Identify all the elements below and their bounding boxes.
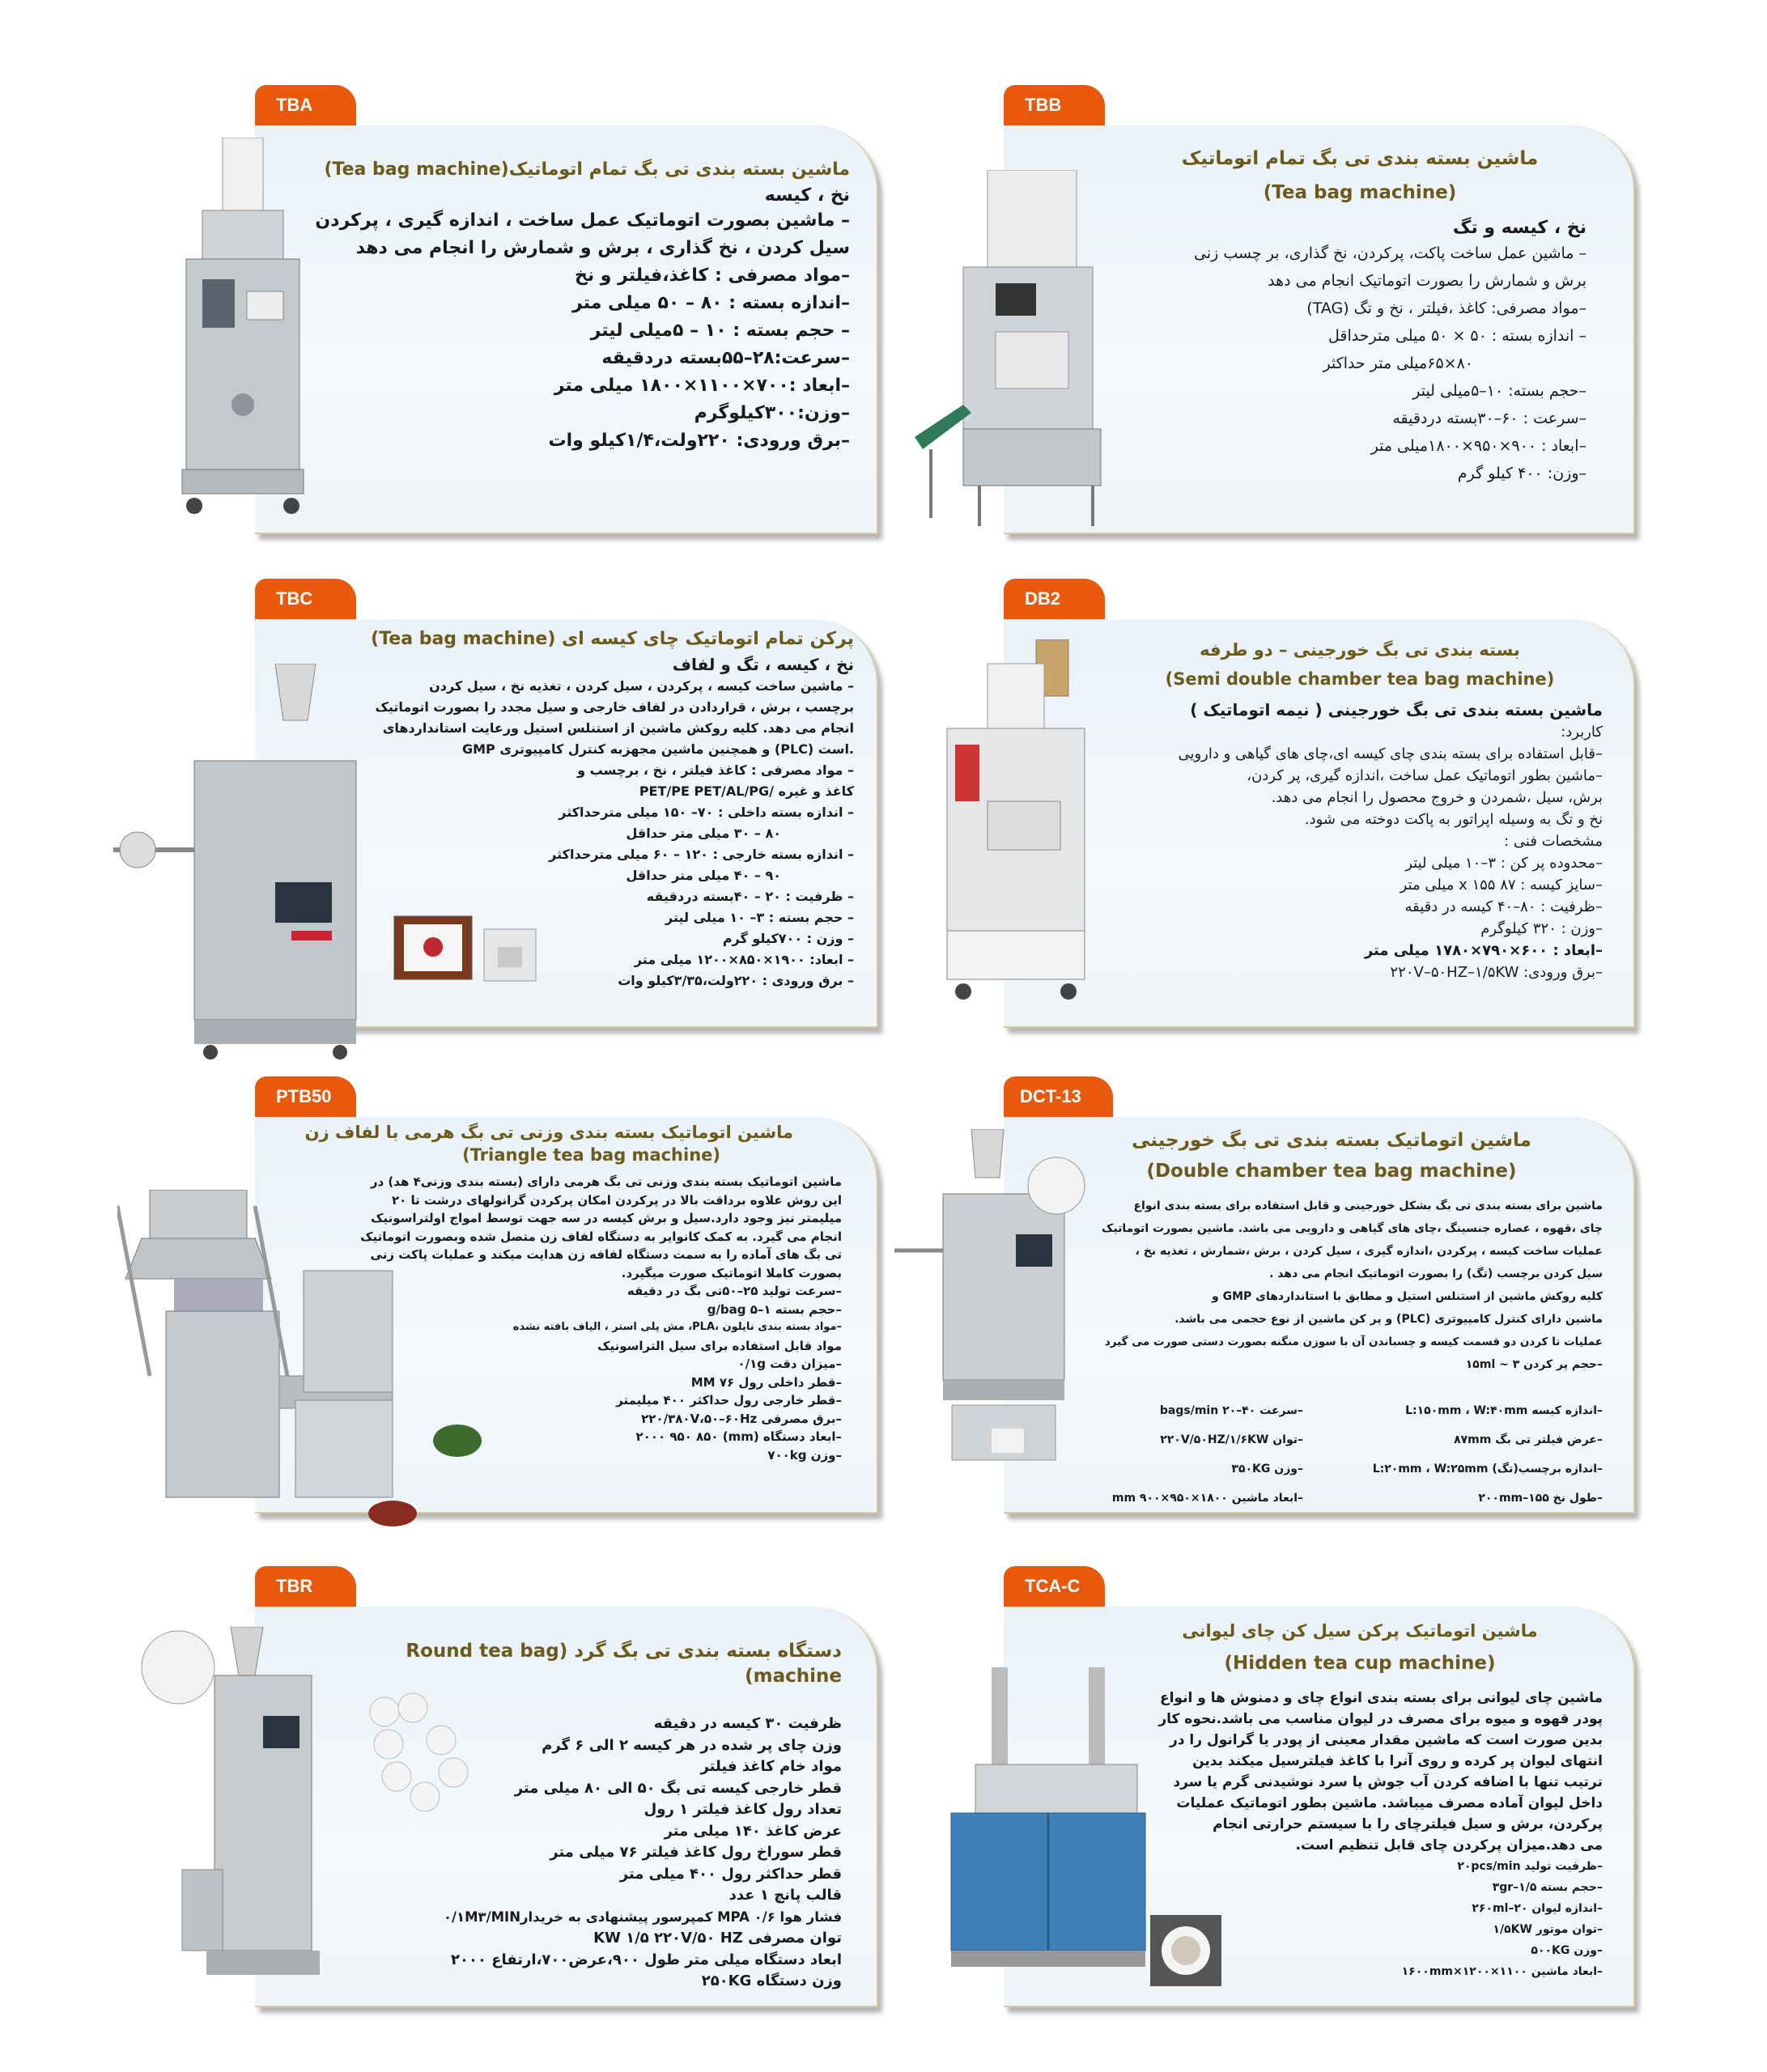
dct13-lines [1060, 1195, 1603, 1376]
spec-line: PET/PE PET/AL/PG/ کاغذ و غیره [639, 783, 854, 799]
spec-line: –برق ورودی: ۲۲۰ولت،۱/۴کیلو وات [548, 430, 850, 451]
dct13-title-en: (Double chamber tea bag machine) [1146, 1161, 1517, 1182]
db2-title-en: (Semi double chamber tea bag machine) [1165, 669, 1555, 689]
spec-line: –برق مصرفی ۲۲۰/۳۸۰V،۵۰–۶۰Hz [641, 1411, 842, 1426]
tbc-machine-image [113, 664, 372, 1060]
card-code-tbb: TBB [1004, 85, 1105, 127]
card-code-tba: TBA [255, 85, 356, 127]
spec-line: –ابعاد : ۹۰۰×۹۵۰×۱۸۰۰میلی متر [1370, 437, 1586, 455]
card-code-db2: DB2 [1004, 579, 1105, 621]
spec-line: ماشین دارای کنترل کامپیوتری (PLC) و پر کن ماشین از نوع حجمی می باشد. [1174, 1313, 1603, 1326]
spec-line: –مواد مصرفی : کاغذ،فیلتر و نخ [575, 265, 850, 286]
spec-line: –اندازه لیوان ۲۰–۲۶۰ml [1472, 1902, 1603, 1915]
spec-line: انتهای لیوان پر کرده و روی آنرا با کاغذ فیلترسیل میکند بدین [1192, 1753, 1603, 1769]
spec-line: –ظرفیت تولید ۲۰pcs/min [1457, 1860, 1603, 1873]
tea-cup-image [1149, 1914, 1222, 1987]
ptb50-machine-image [117, 1190, 490, 1530]
card-code-tbr: TBR [255, 1566, 356, 1608]
db2-lines [1117, 721, 1603, 983]
tba-machine-image [178, 138, 308, 518]
spec-line: –قطر داخلی رول MM ۷۶ [690, 1374, 842, 1390]
db2-title [1117, 635, 1603, 694]
ptb50-title [275, 1121, 842, 1166]
dct13-title [1060, 1125, 1603, 1187]
tbb-title [1133, 142, 1586, 210]
spec-line: –عرض فیلتر تی بگ ۸۷mm [1454, 1433, 1603, 1446]
spec-line: عملیات تا کردن دو قسمت کیسه و چسباندن آن با سوزن منگنه بصورت دستی صورت می گیرد [1104, 1335, 1603, 1348]
tea-bag-sample-image [393, 915, 474, 981]
spec-line: –قابل استفاده برای بسته بندی چای کیسه ای،چای های گیاهی و دارویی [1178, 745, 1603, 762]
tba-lines [308, 207, 850, 455]
spec-line: –ابعاد :۷۰۰×۱۱۰۰×۱۸۰۰ میلی متر [554, 375, 850, 396]
spec-line: عملیات ساخت کیسه ، پرکردن ،اندازه گیری ، سیل کردن ، برش ،شمارش ، تغذیه نخ ، [1135, 1245, 1603, 1258]
spec-line: –ظرفیت : ۸۰–۴۰ کیسه در دقیقه [1404, 898, 1603, 915]
spec-line: – ماشین بصورت اتوماتیک عمل ساخت ، اندازه گیری ، پرکردن [315, 210, 850, 231]
spec-line: قطر حداکثر رول ۴۰۰ میلی متر [619, 1865, 842, 1883]
dct13-specs-left [1052, 1396, 1303, 1513]
spec-line: –ابعاد دستگاه (mm) ۲۰۰۰ ۹۵۰ ۸۵۰ [635, 1429, 842, 1444]
spec-line: –سرعت:۲۸–۵۵بسته دردقیقه [601, 347, 850, 368]
tcac-title-en: (Hidden tea cup machine) [1224, 1653, 1496, 1674]
spec-line: این روش علاوه برداقت بالا در پرکردن امکان پرکردن گرانولهای درشت تا ۲۰ [392, 1192, 842, 1208]
spec-line: پودر قهوه و میوه برای مصرف در لیوان مناسب می باشد.نحوه کار [1158, 1711, 1603, 1727]
spec-line: ماشین چای لیوانی برای بسته بندی انواع چای و دمنوش ها و انواع [1160, 1690, 1603, 1706]
spec-line: –توان ۲۲۰V/۵۰HZ/۱/۶KW [1160, 1433, 1303, 1446]
spec-line: –ابعاد : ۶۰۰×۷۹۰×۱۷۸۰ میلی متر [1364, 942, 1603, 959]
dct13-text [1060, 1125, 1603, 1376]
spec-line: –حجم بسته g/bag ۵–۱ [707, 1301, 842, 1317]
spec-line: کلیه روکش ماشین از استنلس استیل و مطابق با استانداردهای GMP و [1212, 1290, 1603, 1303]
tba-text [308, 158, 850, 455]
spec-line: ۹۰ – ۴۰ میلی متر حداقل [626, 867, 781, 883]
spec-line: ترتیب تنها با اضافه کردن آب جوش یا سرد نوشیدنی گرم یا سرد [1173, 1774, 1603, 1790]
spec-line: سیل کردن ، نخ گذاری ، برش و شمارش را انجام می دهد [355, 237, 850, 258]
spec-line: میلیمتر نیز وجود دارد.سیل و برش کیسه در سه جهت توسط امواج اولتراسونیک [371, 1211, 842, 1225]
spec-line: ظرفیت ۳۰ کیسه در دقیقه [653, 1715, 842, 1733]
tbb-title-en: (Tea bag machine) [1263, 182, 1457, 203]
tcac-title [1117, 1615, 1603, 1679]
spec-line: –اندازه بسته : ۸۰ – ۵۰ میلی متر [572, 292, 850, 313]
spec-line: برچسب ، برش ، قراردادن در لفاف خارجی و سیل مجدد را بصورت اتوماتیک [375, 698, 854, 715]
spec-line: – مواد مصرفی : کاغذ فیلتر ، نخ ، برچسب و [577, 762, 854, 778]
spec-line: – حجم بسته : ۱۰ – ۵میلی لیتر [590, 320, 850, 341]
tbc-subtitle: نخ ، کیسه ، تگ و لفاف [672, 654, 854, 674]
spec-line: ۸۰×۶۵میلی متر حداکثر [1323, 355, 1473, 372]
card-code-tcac: TCA-C [1004, 1566, 1105, 1608]
card-code-ptb50: PTB50 [255, 1076, 356, 1119]
spec-line: –برق ورودی: ۲۲۰V–۵۰HZ–۱/۵KW [1390, 964, 1603, 981]
spec-line: – اندازه بسته خارجی : ۱۲۰ – ۶۰ میلی مترحداکثر [549, 846, 854, 862]
tbr-machine-image [134, 1627, 320, 1983]
db2-text [1117, 635, 1603, 983]
spec-line: مواد خام کاغذ فیلتر [700, 1758, 842, 1776]
spec-line: –وزن : ۳۲۰ کیلوگرم [1480, 920, 1603, 937]
spec-line: –مواد مصرفی: کاغذ ،فیلتر ، نخ و تگ (TAG) [1306, 299, 1586, 317]
dct13-machine-image [894, 1129, 1097, 1404]
ptb50-title-en: (Triangle tea bag machine) [462, 1145, 720, 1165]
tea-envelope-image [482, 927, 538, 983]
spec-line: –توان موتور ۱/۵KW [1493, 1923, 1603, 1936]
spec-line: تعداد رول کاغذ فیلتر ۱ رول [644, 1801, 842, 1819]
spec-line: برش، سیل ،شمردن و خروج محصول را انجام می دهد. [1271, 789, 1603, 806]
tcac-title-fa: ماشین اتوماتیک پرکن سیل کن چای لیوانی [1182, 1621, 1538, 1641]
spec-line: داخل لیوان آماده مصرف میباشد. ماشین بطور اتوماتیک عملیات [1176, 1795, 1603, 1811]
spec-line: قطر خارجی کیسه تی بگ ۵۰ الی ۸۰ میلی متر [514, 1779, 842, 1797]
spec-line: –وزن ۷۰۰kg [767, 1447, 842, 1463]
spec-line: –سرعت ۴۰–۲۰ bags/min [1159, 1404, 1303, 1417]
spec-line: – برق ورودی : ۲۲۰ولت،۳/۳۵کیلو وات [618, 972, 854, 988]
db2-subtitle: ماشین بسته بندی تی بگ خورجینی ( نیمه اتوماتیک ) [1190, 700, 1603, 720]
spec-line: –ماشین بطور اتوماتیک عمل ساخت ،اندازه گیری، پر کردن، [1247, 767, 1603, 784]
db2-machine-image [939, 639, 1101, 1004]
spec-line: –حجم پر کردن ۱۵ml ~ ۳ [1465, 1358, 1603, 1371]
tbb-subtitle: نخ ، کیسه و تگ [1452, 218, 1586, 238]
spec-line: –وزن ۳۵۰KG [1231, 1463, 1303, 1475]
spec-line: –حجم بسته ۱/۵–۳gr [1492, 1881, 1603, 1894]
spec-line: می دهد.میزان پرکردن چای قابل تنظیم است. [1295, 1837, 1603, 1853]
spec-line: –ابعاد ماشین ۱۱۰۰×۱۲۰۰×۱۶۰۰mm [1401, 1965, 1603, 1978]
spec-line: بدین صورت است که ماشین مقدار معینی از پودر یا گرانول را در [1170, 1732, 1603, 1748]
spec-line: بصورت کاملا اتوماتیک صورت میگیرد. [621, 1265, 842, 1280]
spec-line: انجام می دهد. کلیه روکش ماشین از استنلس استیل ورعایت استانداردهای [382, 720, 854, 736]
spec-line: –طول نخ ۱۵۵–۲۰۰mm [1478, 1492, 1603, 1505]
tbb-text [1133, 142, 1586, 487]
dct13-sample-image [951, 1404, 1056, 1461]
tbb-lines [1133, 240, 1586, 487]
spec-line: تی بگ های آماده را به سمت دستگاه لفافه زن هدایت میکند و عملیات پاکت زنی [370, 1247, 842, 1262]
spec-line: –میزان دقت ۰/۱g [737, 1357, 842, 1371]
spec-line: –حجم بسته: ۱۰–۵میلی لیتر [1412, 382, 1586, 400]
card-code-dct13: DCT-13 [1004, 1076, 1113, 1119]
spec-line: – ظرفیت : ۲۰ – ۴۰بسته دردقیقه [646, 888, 854, 904]
round-tea-bags-image [364, 1692, 486, 1813]
spec-line: –ابعاد ماشین mm ۹۰۰×۹۵۰×۱۸۰۰ [1111, 1492, 1303, 1505]
spec-line: –سرعت تولید ۲۵–۵۰تی بگ در دقیقه [627, 1284, 842, 1298]
spec-line: کاربرد: [1561, 724, 1603, 741]
spec-line: –محدوده پر کن : ۳–۱۰ میلی لیتر [1405, 855, 1603, 872]
spec-line: برش و شمارش را بصورت اتوماتیک انجام می دهد [1268, 272, 1586, 290]
spec-line: – وزن : ۷۰۰کیلو گرم [722, 930, 854, 946]
tba-title [308, 158, 850, 182]
spec-line: فشار هوا MPA ۰/۶ کمپرسور پیشنهادی به خریدار۰/۱M۳/MIN [443, 1909, 842, 1925]
spec-line: وزن چای پر شده در هر کیسه ۲ الی ۶ گرم [542, 1736, 842, 1754]
spec-line: –اندازه برچسب(تگ) L:۲۰mm ، W:۲۵mm [1372, 1463, 1603, 1475]
tbr-title [320, 1639, 842, 1689]
spec-line: ۸۰ – ۳۰ میلی متر حداقل [626, 825, 781, 841]
spec-line: مشخصات فنی : [1504, 833, 1603, 850]
spec-line: سیل کردن برچسب (تگ) را بصورت اتوماتیک انجام می دهد . [1269, 1267, 1603, 1280]
spec-line: – اندازه بسته داخلی : ۷۰– ۱۵۰ میلی مترحداکثر [559, 804, 854, 820]
tbb-title-fa: ماشین بسته بندی تی بگ تمام اتوماتیک [1181, 148, 1539, 169]
spec-line: عرض کاغذ ۱۴۰ میلی متر [664, 1822, 842, 1840]
spec-line: – ابعاد: ۱۹۰۰×۸۵۰×۱۲۰۰ میلی متر [634, 951, 854, 967]
dct13-specs-right [1311, 1396, 1603, 1513]
spec-line: چای ،قهوه ، عصاره جنسینگ ،چای های گیاهی و دارویی می باشد. ماشین بصورت اتوماتیک [1102, 1222, 1603, 1235]
spec-line: –وزن:۳۰۰کیلوگرم [694, 402, 850, 423]
spec-line: قطر سوراخ رول کاغذ فیلتر ۷۶ میلی متر [550, 1844, 842, 1862]
spec-line: GMP و همچنین ماشین مجهزبه کنترل کامپیوتری (PLC) است. [461, 741, 854, 757]
spec-line: ابعاد دستگاه میلی متر طول ۹۰۰،عرض۷۰۰،ارتفاع ۲۰۰۰ [451, 1951, 842, 1968]
spec-line: –اندازه کیسه L:۱۵۰mm ، W:۴۰mm [1405, 1404, 1603, 1417]
tbr-title-fa: دستگاه بسته بندی تی بگ گرد (Round tea bag machine) [406, 1641, 842, 1688]
spec-line: –مواد بسته بندی نایلون ،PLA، مش پلی استر ، الیاف بافته نشده [512, 1321, 842, 1333]
spec-line: – ماشین عمل ساخت پاکت، پرکردن، نخ گذاری، بر چسب زنی [1193, 244, 1586, 262]
tbb-machine-image [915, 170, 1133, 534]
tcac-machine-image [943, 1667, 1153, 1975]
spec-line: –وزن ۵۰۰KG [1531, 1944, 1603, 1957]
spec-line: پرکردن، برش و سیل فیلترچای را با سیستم حرارتی انجام [1213, 1816, 1603, 1832]
spec-line: توان مصرفی KW ۱/۵ ۲۲۰V/۵۰ HZ [593, 1930, 842, 1947]
spec-line: ماشین اتوماتیک بسته بندی وزنی تی بگ هرمی دارای (بسته بندی وزنی۴ هد) در [370, 1174, 842, 1189]
dct13-title-fa: ماشین اتوماتیک بسته بندی تی بگ خورجینی [1132, 1130, 1531, 1151]
tba-title-fa: ماشین بسته بندی تی بگ تمام اتوماتیک(Tea bag machine) [324, 159, 850, 180]
spec-line: – ماشین ساخت کیسه ، پرکردن ، سیل کردن ، تغذیه نخ ، سیل کردن [429, 677, 854, 694]
db2-title-fa: بسته بندی تی بگ خورجینی – دو طرفه [1200, 640, 1520, 660]
tbc-title [324, 627, 854, 652]
spec-line: – اندازه بسته : ۵۰ × ۵۰ میلی مترحداقل [1328, 327, 1586, 345]
tbc-title-fa: پرکن تمام اتوماتیک چای کیسه ای (Tea bag machine) [371, 629, 854, 649]
spec-line: ماشین برای بسته بندی تی بگ بشکل خورجینی و قابل استفاده برای بسته بندی انواع [1133, 1199, 1603, 1212]
spec-line: وزن دستگاه ۲۵۰KG [701, 1972, 842, 1990]
spec-line: انجام می گیرد. به کمک کانوایر به دستگاه لفاف زن متصل شده وبصورت اتوماتیک [360, 1229, 842, 1244]
tba-subtitle: نخ ، کیسه [764, 185, 850, 206]
spec-line: –سایز کیسه : ۸۷ x ۱۵۵ میلی متر [1400, 877, 1603, 894]
spec-line: –سرعت : ۶۰–۳۰بسته دردقیقه [1392, 410, 1586, 427]
card-code-tbc: TBC [255, 579, 356, 621]
spec-line: – حجم بسته : ۳– ۱۰ میلی لیتر [665, 909, 854, 925]
spec-line: –قطر خارجی رول حداکثر ۴۰۰ میلیمتر [616, 1393, 842, 1408]
spec-line: مواد قابل استفاده برای سیل التراسونیک [597, 1338, 842, 1353]
spec-line: قالب پانچ ۱ عدد [728, 1887, 842, 1904]
spec-line: نخ و تگ به وسیله اپراتور به پاکت دوخته می شود. [1304, 811, 1603, 828]
ptb50-title-fa: ماشین اتوماتیک بسته بندی وزنی تی بگ هرمی با لفاف زن [304, 1123, 793, 1142]
spec-line: –وزن: ۴۰۰ کیلو گرم [1457, 465, 1586, 482]
